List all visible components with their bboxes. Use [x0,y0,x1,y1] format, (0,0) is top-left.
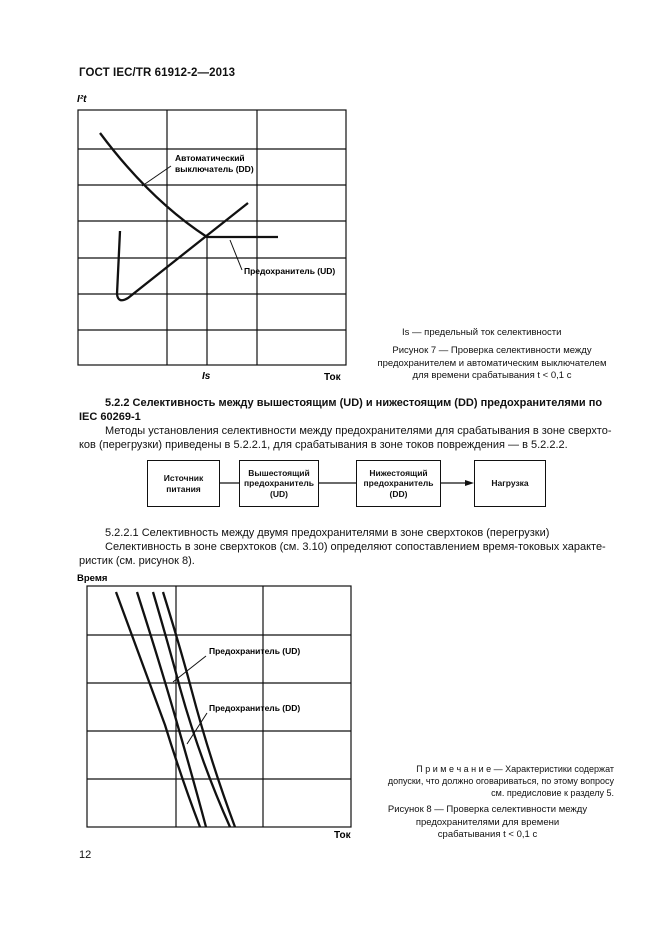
section-para-line1: Методы установления селективности между предохранителями для срабатывания в зоне сверхто- [105,425,612,437]
subsection-heading: 5.2.2.1 Селективность между двумя предохранителями в зоне сверхтоков (перегрузки) [105,527,550,539]
section-heading-line2: IEC 60269-1 [79,411,141,423]
label-ud: Предохранитель (UD) [209,646,301,656]
figure-8-graph [70,570,370,840]
x-axis-label: Ток [324,372,341,383]
page-header: ГОСТ IEC/TR 61912-2—2013 [79,67,236,79]
label-dd: Предохранитель (DD) [209,703,301,713]
page-number: 12 [79,849,92,861]
figure-7-caption: Рисунок 7 — Проверка селективности между предохранителем и автоматическим выключателем для времени срабатывания t < 0,1 с [377,345,607,381]
section-para-line2: ков (перегрузки) приведены в 5.2.2.1, для срабатывания в зоне токов повреждения — в 5.2.2.2. [79,439,568,451]
x-axis-label: Ток [334,830,351,840]
section-heading-line1: 5.2.2 Селективность между вышестоящим (UD) и нижестоящим (DD) предохранителями по [105,397,603,409]
figure-7-graph [70,88,360,388]
figure-7-legend: Is — предельный ток селективности [402,327,562,338]
y-axis-label: I²t [77,94,87,105]
box-load: Нагрузка [474,460,546,507]
subsection-para-line2: ристик (см. рисунок 8). [79,555,195,567]
fuse-curve [117,203,248,300]
y-axis-label: Время [77,573,108,584]
figure-8-caption: Рисунок 8 — Проверка селективности между предохранителями для времени срабатывания t < 0,1 с [387,804,588,840]
is-marker-label: Is [202,371,211,382]
box-downstream: Нижестоящий предохранитель (DD) [356,460,441,507]
label-fuse: Предохранитель (UD) [244,266,336,276]
arrow-icon [465,480,474,486]
label-breaker-line2: выключатель (DD) [175,164,254,174]
figure-8-note: П р и м е ч а н и е — Характеристики содержат допуски, что должно оговариваться, по этому вопросу см. предисловие к разделу 5. [387,764,614,798]
box-upstream: Вышестоящий предохранитель (UD) [239,460,319,507]
label-breaker-line1: Автоматический [175,153,245,163]
subsection-para-line1: Селективность в зоне сверхтоков (см. 3.10) определяют сопоставлением время-токовых характе- [105,541,606,553]
box-source: Источник питания [147,460,220,507]
